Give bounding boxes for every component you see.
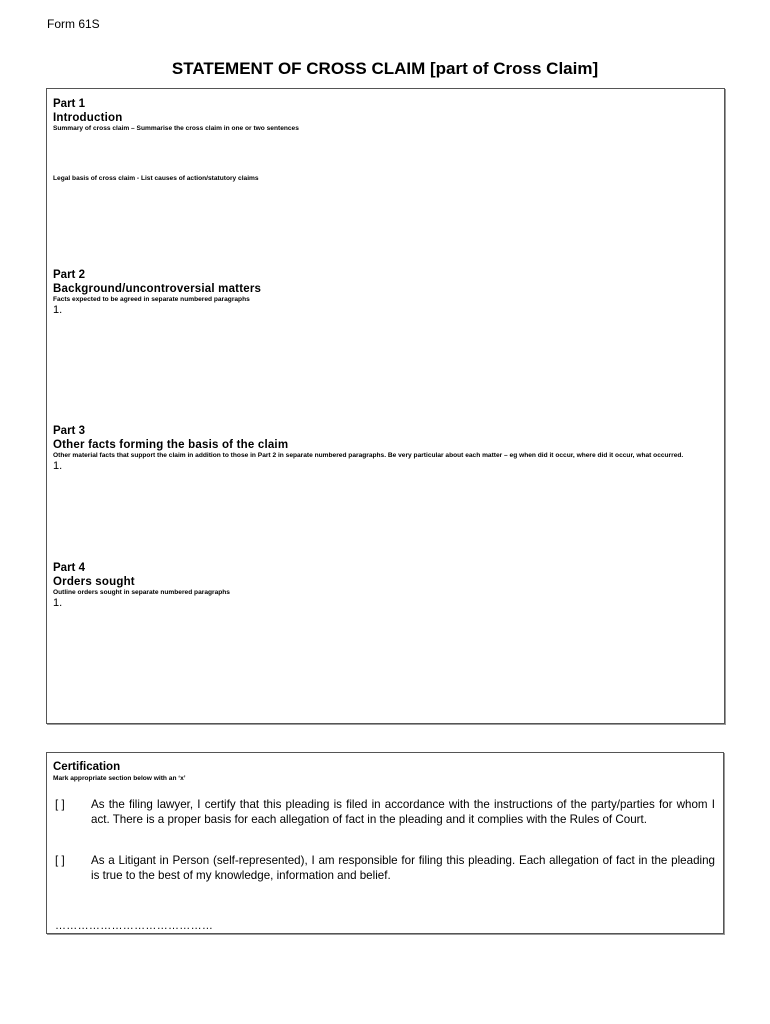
signature-line[interactable]: …………………………………… [55,920,214,932]
litigant-in-person-text: As a Litigant in Person (self-represented), I am responsible for filing this pleading. Each allegation of fact in the pleading is true to the best of my knowledge, information and belief. [91,854,715,882]
part-2-instruction: Facts expected to be agreed in separate numbered paragraphs [53,296,250,303]
litigant-in-person-checkbox[interactable]: [ ] [55,854,65,867]
certification-instruction: Mark appropriate section below with an ‘x’ [53,775,186,782]
filing-lawyer-text: As the filing lawyer, I certify that this pleading is filed in accordance with the instructions of the party/parties for whom I act. There is a proper basis for each allegation of fact in the pleading and it complies with the Rules of Court. [91,798,715,826]
part-4 [53,561,716,610]
part-4-heading: Orders sought [53,576,135,588]
part-2-number: Part 2 [53,269,85,281]
claim-statement-box [46,88,725,724]
part-3-paragraph-1[interactable]: 1. [53,460,63,472]
part-4-instruction: Outline orders sought in separate numbered paragraphs [53,589,230,596]
legal-basis-label: Legal basis of cross claim - List causes of action/statutory claims [53,175,259,182]
part-1-instruction: Summary of cross claim – Summarise the cross claim in one or two sentences [53,125,299,132]
document-title: STATEMENT OF CROSS CLAIM [part of Cross Claim] [171,59,599,78]
part-3-heading: Other facts forming the basis of the claim [53,439,289,451]
certification-box [46,752,724,934]
filing-lawyer-checkbox[interactable]: [ ] [55,798,65,811]
part-3-instruction: Other material facts that support the claim in addition to those in Part 2 in separate numbered paragraphs. Be very particular about each matter – eg when did it occur, where did it occur, what occurred. [53,452,684,459]
part-1-heading: Introduction [53,112,123,124]
part-2-heading: Background/uncontroversial matters [53,283,262,295]
form-number: Form 61S [47,17,100,31]
part-3 [53,424,716,473]
part-1 [53,97,716,133]
part-3-number: Part 3 [53,425,85,437]
cert-option-litigant-in-person [53,854,715,883]
part-4-number: Part 4 [53,562,85,574]
part-1-number: Part 1 [53,98,85,110]
cert-option-filing-lawyer [53,798,715,827]
certification-title: Certification [53,761,121,773]
part-2 [53,268,716,317]
part-4-paragraph-1[interactable]: 1. [53,597,63,609]
part-2-paragraph-1[interactable]: 1. [53,304,63,316]
